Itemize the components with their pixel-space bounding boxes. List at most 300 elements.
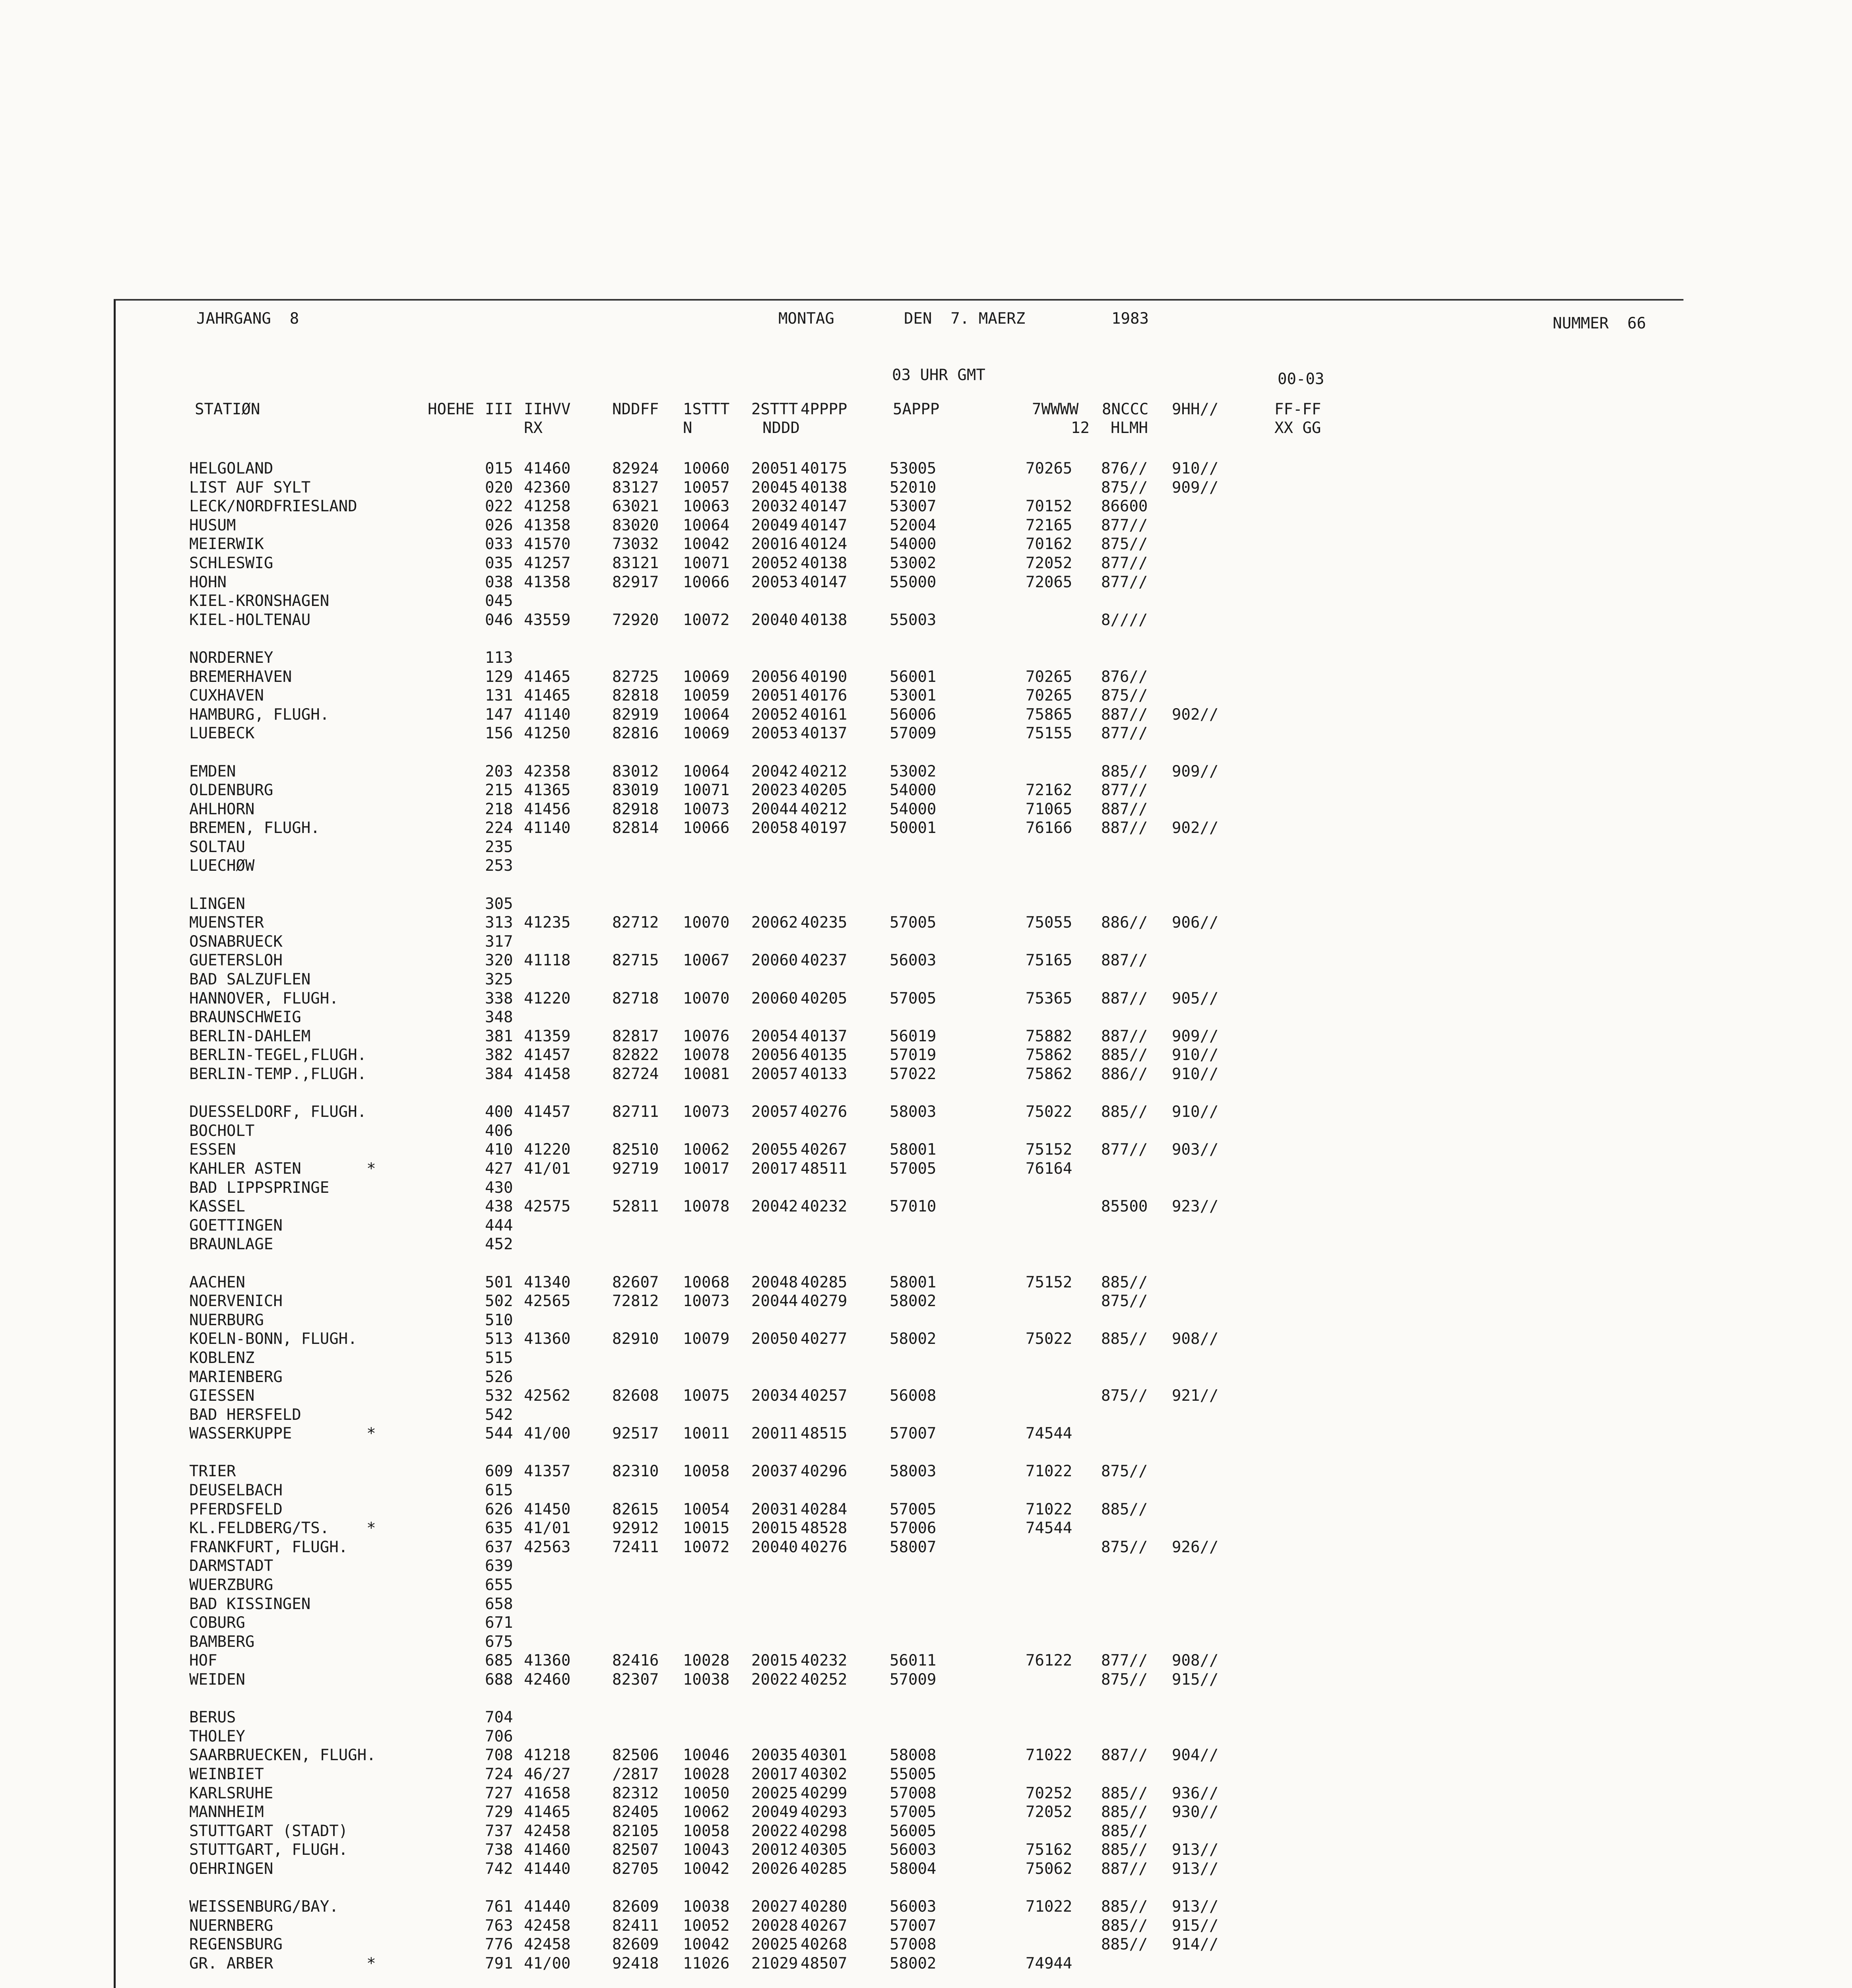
cell-station: WASSERKUPPE *	[189, 1425, 376, 1443]
cell-iii: 147	[485, 705, 513, 724]
cell-sttt2: 20051	[751, 460, 798, 478]
cell-pppp: 40302	[801, 1765, 847, 1783]
cell-iihvv: 41/00	[524, 1425, 571, 1443]
cell-iii: 685	[485, 1652, 513, 1670]
cell-appp: 55005	[890, 1765, 937, 1783]
cell-nddff: 82310	[612, 1462, 659, 1481]
cell-station: DEUSELBACH	[189, 1481, 283, 1500]
cell-pppp: 40212	[801, 800, 847, 818]
cell-iii: 776	[485, 1936, 513, 1954]
cell-pppp: 40301	[801, 1746, 847, 1765]
cell-nccc: 885//	[1101, 1046, 1148, 1064]
cell-sttt1: 10070	[683, 914, 730, 932]
cell-wwww: 70265	[1026, 668, 1072, 686]
cell-sttt2: 20023	[751, 781, 798, 800]
cell-pppp: 40133	[801, 1065, 847, 1083]
cell-sttt1: 10066	[683, 573, 730, 591]
cell-wwww: 71022	[1026, 1500, 1072, 1518]
cell-sttt2: 20054	[751, 1027, 798, 1045]
cell-station: HUSUM	[189, 516, 236, 534]
cell-nddff: 82910	[612, 1330, 659, 1348]
cell-nddff: 82608	[612, 1387, 659, 1405]
cell-station: FRANKFURT, FLUGH.	[189, 1538, 348, 1556]
cell-iihvv: 41257	[524, 554, 571, 572]
cell-iii: 761	[485, 1898, 513, 1916]
cell-sttt2: 20022	[751, 1671, 798, 1689]
cell-appp: 56019	[890, 1027, 937, 1045]
cell-iii: 215	[485, 781, 513, 800]
cell-nddff: 82816	[612, 724, 659, 743]
cell-appp: 57007	[890, 1916, 937, 1935]
cell-appp: 58002	[890, 1954, 937, 1972]
cell-iihvv: 41457	[524, 1046, 571, 1064]
cell-nccc: 887//	[1101, 1027, 1148, 1045]
cell-iihvv: 42458	[524, 1822, 571, 1840]
cell-station: COBURG	[189, 1614, 245, 1632]
cell-appp: 58003	[890, 1103, 937, 1121]
cell-iii: 737	[485, 1822, 513, 1840]
cell-station: GR. ARBER *	[189, 1954, 376, 1972]
cell-iii: 615	[485, 1481, 513, 1500]
col-iii: III	[485, 400, 513, 418]
cell-appp: 54000	[890, 535, 937, 553]
cell-sttt1: 10073	[683, 1103, 730, 1121]
cell-sttt1: 10059	[683, 687, 730, 705]
cell-iii: 444	[485, 1216, 513, 1235]
cell-station: NOERVENICH	[189, 1292, 283, 1310]
cell-pppp: 48528	[801, 1519, 847, 1538]
cell-iii: 513	[485, 1330, 513, 1348]
cell-sttt1: 10028	[683, 1652, 730, 1670]
cell-nddff: 83019	[612, 781, 659, 800]
cell-nddff: 82705	[612, 1860, 659, 1878]
cell-station: HANNOVER, FLUGH.	[189, 989, 339, 1008]
cell-station: DUESSELDORF, FLUGH.	[189, 1103, 367, 1121]
cell-nddff: 83012	[612, 762, 659, 780]
cell-station: AHLHORN	[189, 800, 255, 818]
cell-sttt1: 10050	[683, 1784, 730, 1802]
cell-iihvv: 41570	[524, 535, 571, 553]
cell-sttt1: 10046	[683, 1746, 730, 1765]
cell-sttt2: 20056	[751, 1046, 798, 1064]
cell-nddff: 82712	[612, 914, 659, 932]
cell-iii: 639	[485, 1557, 513, 1575]
cell-appp: 57009	[890, 724, 937, 743]
cell-iii: 727	[485, 1784, 513, 1802]
cell-wwww: 75055	[1026, 914, 1072, 932]
cell-nccc: 875//	[1101, 1387, 1148, 1405]
cell-iihvv: 41465	[524, 1803, 571, 1821]
cell-iii: 224	[485, 819, 513, 837]
cell-iihvv: 41365	[524, 781, 571, 800]
cell-nccc: 885//	[1101, 1916, 1148, 1935]
cell-appp: 57005	[890, 1159, 937, 1178]
cell-station: LECK/NORDFRIESLAND	[189, 497, 357, 516]
cell-pppp: 40205	[801, 781, 847, 800]
cell-station: KASSEL	[189, 1198, 245, 1216]
cell-appp: 56003	[890, 951, 937, 970]
cell-station: PFERDSFELD	[189, 1500, 283, 1518]
cell-pppp: 40138	[801, 478, 847, 497]
cell-pppp: 40284	[801, 1500, 847, 1518]
cell-pppp: 48507	[801, 1954, 847, 1972]
cell-wwww: 72162	[1026, 781, 1072, 800]
cell-station: AACHEN	[189, 1273, 245, 1291]
cell-sttt2: 20062	[751, 914, 798, 932]
cell-iii: 452	[485, 1235, 513, 1254]
cell-hh: 909//	[1172, 762, 1219, 780]
cell-iii: 671	[485, 1614, 513, 1632]
cell-iii: 688	[485, 1671, 513, 1689]
cell-iii: 253	[485, 857, 513, 875]
cell-station: BAMBERG	[189, 1633, 255, 1651]
cell-nccc: 885//	[1101, 1822, 1148, 1840]
cell-hh: 910//	[1172, 1046, 1219, 1064]
cell-sttt1: 10064	[683, 516, 730, 534]
cell-station: HOF	[189, 1652, 217, 1670]
cell-nddff: 72411	[612, 1538, 659, 1556]
cell-iihvv: 41440	[524, 1898, 571, 1916]
cell-sttt2: 21029	[751, 1954, 798, 1972]
cell-station: BREMERHAVEN	[189, 668, 292, 686]
cell-station: NORDERNEY	[189, 648, 273, 667]
cell-nccc: 885//	[1101, 762, 1148, 780]
cell-wwww: 75165	[1026, 951, 1072, 970]
cell-station: BREMEN, FLUGH.	[189, 819, 320, 837]
cell-sttt1: 10066	[683, 819, 730, 837]
cell-iii: 637	[485, 1538, 513, 1556]
cell-wwww: 75862	[1026, 1046, 1072, 1064]
cell-wwww: 71022	[1026, 1898, 1072, 1916]
cell-station: HAMBURG, FLUGH.	[189, 705, 330, 724]
cell-pppp: 40257	[801, 1387, 847, 1405]
cell-sttt2: 20017	[751, 1159, 798, 1178]
cell-station: STUTTGART (STADT)	[189, 1822, 348, 1840]
cell-pppp: 40237	[801, 951, 847, 970]
cell-appp: 58001	[890, 1273, 937, 1291]
cell-wwww: 76164	[1026, 1159, 1072, 1178]
cell-nccc: 885//	[1101, 1936, 1148, 1954]
cell-station: SOLTAU	[189, 838, 245, 856]
cell-sttt2: 20017	[751, 1765, 798, 1783]
cell-pppp: 40176	[801, 687, 847, 705]
cell-appp: 56008	[890, 1387, 937, 1405]
cell-nccc: 877//	[1101, 724, 1148, 743]
cell-iihvv: 42563	[524, 1538, 571, 1556]
cell-appp: 58004	[890, 1860, 937, 1878]
cell-iihvv: 41457	[524, 1103, 571, 1121]
cell-hh: 923//	[1172, 1198, 1219, 1216]
cell-iii: 382	[485, 1046, 513, 1064]
time-range: 00-03	[1278, 370, 1325, 388]
cell-pppp: 40138	[801, 611, 847, 629]
cell-wwww: 72165	[1026, 516, 1072, 534]
cell-sttt2: 20055	[751, 1141, 798, 1159]
cell-hh: 913//	[1172, 1898, 1219, 1916]
cell-sttt2: 20049	[751, 516, 798, 534]
cell-nddff: 82924	[612, 460, 659, 478]
cell-hh: 915//	[1172, 1671, 1219, 1689]
cell-nddff: 82822	[612, 1046, 659, 1064]
cell-nddff: 82411	[612, 1916, 659, 1935]
cell-iii: 791	[485, 1954, 513, 1972]
cell-sttt2: 20025	[751, 1784, 798, 1802]
col-hoehe: HOEHE	[428, 400, 475, 418]
cell-appp: 57010	[890, 1198, 937, 1216]
cell-station: WEINBIET	[189, 1765, 264, 1783]
cell-nccc: 876//	[1101, 668, 1148, 686]
cell-pppp: 40279	[801, 1292, 847, 1310]
cell-iii: 532	[485, 1387, 513, 1405]
cell-appp: 58002	[890, 1292, 937, 1310]
cell-pppp: 40135	[801, 1046, 847, 1064]
cell-nddff: 82725	[612, 668, 659, 686]
cell-iihvv: 41460	[524, 460, 571, 478]
col-7wwww: 7WWWW	[1032, 400, 1079, 418]
cell-pppp: 40161	[801, 705, 847, 724]
cell-sttt1: 10042	[683, 1860, 730, 1878]
cell-sttt1: 10011	[683, 1425, 730, 1443]
cell-appp: 52010	[890, 478, 937, 497]
cell-station: BERLIN-DAHLEM	[189, 1027, 311, 1045]
cell-sttt1: 10063	[683, 497, 730, 516]
col-4pppp: 4PPPP	[801, 400, 847, 418]
cell-iii: 320	[485, 951, 513, 970]
cell-sttt2: 20040	[751, 1538, 798, 1556]
cell-sttt1: 10070	[683, 989, 730, 1008]
cell-nccc: 875//	[1101, 1538, 1148, 1556]
cell-wwww: 75062	[1026, 1860, 1072, 1878]
cell-pppp: 40285	[801, 1860, 847, 1878]
cell-pppp: 40138	[801, 554, 847, 572]
cell-station: NUERNBERG	[189, 1916, 273, 1935]
cell-station: KL.FELDBERG/TS. *	[189, 1519, 376, 1538]
cell-sttt1: 10062	[683, 1141, 730, 1159]
cell-iihvv: 41340	[524, 1273, 571, 1291]
cell-iihvv: 41140	[524, 819, 571, 837]
cell-hh: 904//	[1172, 1746, 1219, 1765]
cell-sttt2: 20048	[751, 1273, 798, 1291]
cell-nccc: 876//	[1101, 460, 1148, 478]
cell-nccc: 885//	[1101, 1841, 1148, 1859]
cell-sttt1: 10075	[683, 1387, 730, 1405]
cell-wwww: 72052	[1026, 554, 1072, 572]
cell-station: LUEBECK	[189, 724, 255, 743]
cell-iii: 313	[485, 914, 513, 932]
cell-nccc: 877//	[1101, 1141, 1148, 1159]
cell-sttt2: 20053	[751, 573, 798, 591]
cell-hh: 913//	[1172, 1841, 1219, 1859]
cell-sttt1: 10028	[683, 1765, 730, 1783]
cell-iihvv: 41465	[524, 687, 571, 705]
cell-sttt2: 20027	[751, 1898, 798, 1916]
col-ff-sub: XX GG	[1274, 419, 1321, 437]
cell-appp: 50001	[890, 819, 937, 837]
cell-appp: 56006	[890, 705, 937, 724]
cell-iihvv: 41358	[524, 516, 571, 534]
cell-nddff: 82607	[612, 1273, 659, 1291]
cell-appp: 58008	[890, 1746, 937, 1765]
cell-iihvv: 41250	[524, 724, 571, 743]
cell-iihvv: 41118	[524, 951, 571, 970]
cell-station: KOELN-BONN, FLUGH.	[189, 1330, 357, 1348]
cell-sttt2: 20012	[751, 1841, 798, 1859]
cell-station: THOLEY	[189, 1727, 245, 1745]
col-8nccc-sub: HLMH	[1111, 419, 1148, 437]
cell-wwww: 76122	[1026, 1652, 1072, 1670]
date: DEN 7. MAERZ	[904, 310, 1026, 328]
cell-station: LINGEN	[189, 895, 245, 913]
cell-appp: 56005	[890, 1822, 937, 1840]
cell-nccc: 887//	[1101, 951, 1148, 970]
cell-iii: 658	[485, 1595, 513, 1613]
cell-sttt2: 20044	[751, 1292, 798, 1310]
cell-iii: 515	[485, 1349, 513, 1367]
cell-pppp: 40232	[801, 1198, 847, 1216]
cell-pppp: 40276	[801, 1538, 847, 1556]
cell-nccc: 877//	[1101, 554, 1148, 572]
cell-iii: 410	[485, 1141, 513, 1159]
col-ff: FF-FF	[1274, 400, 1321, 418]
cell-wwww: 70162	[1026, 535, 1072, 553]
cell-iii: 675	[485, 1633, 513, 1651]
cell-sttt2: 20016	[751, 535, 798, 553]
cell-appp: 57007	[890, 1425, 937, 1443]
cell-nddff: 63021	[612, 497, 659, 516]
cell-appp: 53001	[890, 687, 937, 705]
cell-nddff: 82711	[612, 1103, 659, 1121]
cell-iihvv: 41357	[524, 1462, 571, 1481]
cell-hh: 909//	[1172, 1027, 1219, 1045]
col-1sttt-sub: N	[683, 419, 692, 437]
cell-nccc: 877//	[1101, 1652, 1148, 1670]
cell-iii: 406	[485, 1122, 513, 1140]
cell-iihvv: 41235	[524, 914, 571, 932]
cell-iii: 738	[485, 1841, 513, 1859]
cell-hh: 910//	[1172, 1103, 1219, 1121]
cell-nddff: 82917	[612, 573, 659, 591]
cell-sttt1: 10064	[683, 762, 730, 780]
cell-sttt1: 10064	[683, 705, 730, 724]
cell-iihvv: 41220	[524, 1141, 571, 1159]
cell-nccc: 875//	[1101, 1462, 1148, 1481]
cell-station: BAD LIPPSPRINGE	[189, 1178, 330, 1197]
cell-appp: 58007	[890, 1538, 937, 1556]
cell-nddff: 82510	[612, 1141, 659, 1159]
col-nddff: NDDFF	[612, 400, 659, 418]
cell-station: BRAUNSCHWEIG	[189, 1008, 301, 1027]
cell-sttt1: 10038	[683, 1671, 730, 1689]
cell-appp: 56003	[890, 1898, 937, 1916]
cell-pppp: 40147	[801, 516, 847, 534]
cell-nddff: 82615	[612, 1500, 659, 1518]
cell-iii: 035	[485, 554, 513, 572]
cell-nddff: 92719	[612, 1159, 659, 1178]
cell-station: CUXHAVEN	[189, 687, 264, 705]
cell-iihvv: 41658	[524, 1784, 571, 1802]
cell-iii: 708	[485, 1746, 513, 1765]
cell-iihvv: 41360	[524, 1652, 571, 1670]
cell-sttt1: 10062	[683, 1803, 730, 1821]
cell-wwww: 75022	[1026, 1330, 1072, 1348]
cell-pppp: 40268	[801, 1936, 847, 1954]
cell-sttt1: 11026	[683, 1954, 730, 1972]
year: 1983	[1111, 310, 1149, 328]
cell-iihvv: 41/00	[524, 1954, 571, 1972]
cell-nddff: 82307	[612, 1671, 659, 1689]
cell-hh: 903//	[1172, 1141, 1219, 1159]
cell-iihvv: 41458	[524, 1065, 571, 1083]
cell-nddff: 72920	[612, 611, 659, 629]
cell-nddff: /2817	[612, 1765, 659, 1783]
cell-station: BAD SALZUFLEN	[189, 971, 311, 989]
cell-nddff: 92912	[612, 1519, 659, 1538]
cell-pppp: 40267	[801, 1141, 847, 1159]
cell-sttt2: 20025	[751, 1936, 798, 1954]
cell-appp: 57019	[890, 1046, 937, 1064]
cell-pppp: 40276	[801, 1103, 847, 1121]
cell-iii: 384	[485, 1065, 513, 1083]
col-2sttt: 2STTT	[751, 400, 798, 418]
cell-pppp: 40252	[801, 1671, 847, 1689]
cell-sttt1: 10052	[683, 1916, 730, 1935]
cell-appp: 56011	[890, 1652, 937, 1670]
cell-pppp: 40299	[801, 1784, 847, 1802]
cell-nddff: 82715	[612, 951, 659, 970]
cell-station: OEHRINGEN	[189, 1860, 273, 1878]
cell-station: KIEL-HOLTENAU	[189, 611, 311, 629]
cell-sttt1: 10078	[683, 1198, 730, 1216]
cell-nccc: 877//	[1101, 781, 1148, 800]
cell-wwww: 75162	[1026, 1841, 1072, 1859]
cell-nddff: 92517	[612, 1425, 659, 1443]
cell-pppp: 48515	[801, 1425, 847, 1443]
cell-wwww: 71022	[1026, 1746, 1072, 1765]
cell-sttt2: 20058	[751, 819, 798, 837]
cell-sttt1: 10072	[683, 1538, 730, 1556]
cell-station: BOCHOLT	[189, 1122, 255, 1140]
cell-nccc: 875//	[1101, 687, 1148, 705]
cell-sttt2: 20057	[751, 1065, 798, 1083]
cell-pppp: 40296	[801, 1462, 847, 1481]
cell-sttt2: 20022	[751, 1822, 798, 1840]
col-2sttt-sub: NDDD	[762, 419, 800, 437]
cell-appp: 57009	[890, 1671, 937, 1689]
cell-station: BAD KISSINGEN	[189, 1595, 311, 1613]
weekday: MONTAG	[778, 310, 834, 328]
cell-iii: 635	[485, 1519, 513, 1538]
cell-nccc: 877//	[1101, 573, 1148, 591]
cell-appp: 55000	[890, 573, 937, 591]
cell-station: MUENSTER	[189, 914, 264, 932]
cell-appp: 53005	[890, 460, 937, 478]
cell-nccc: 875//	[1101, 1671, 1148, 1689]
cell-appp: 53002	[890, 762, 937, 780]
cell-iii: 626	[485, 1500, 513, 1518]
cell-sttt1: 10079	[683, 1330, 730, 1348]
cell-sttt2: 20015	[751, 1519, 798, 1538]
cell-appp: 57022	[890, 1065, 937, 1083]
cell-nddff: 82718	[612, 989, 659, 1008]
cell-wwww: 74944	[1026, 1954, 1072, 1972]
cell-appp: 56003	[890, 1841, 937, 1859]
cell-iii: 655	[485, 1576, 513, 1594]
cell-appp: 53002	[890, 554, 937, 572]
col-1sttt: 1STTT	[683, 400, 730, 418]
cell-appp: 56001	[890, 668, 937, 686]
cell-station: KIEL-KRONSHAGEN	[189, 592, 330, 610]
cell-nddff: 82918	[612, 800, 659, 818]
